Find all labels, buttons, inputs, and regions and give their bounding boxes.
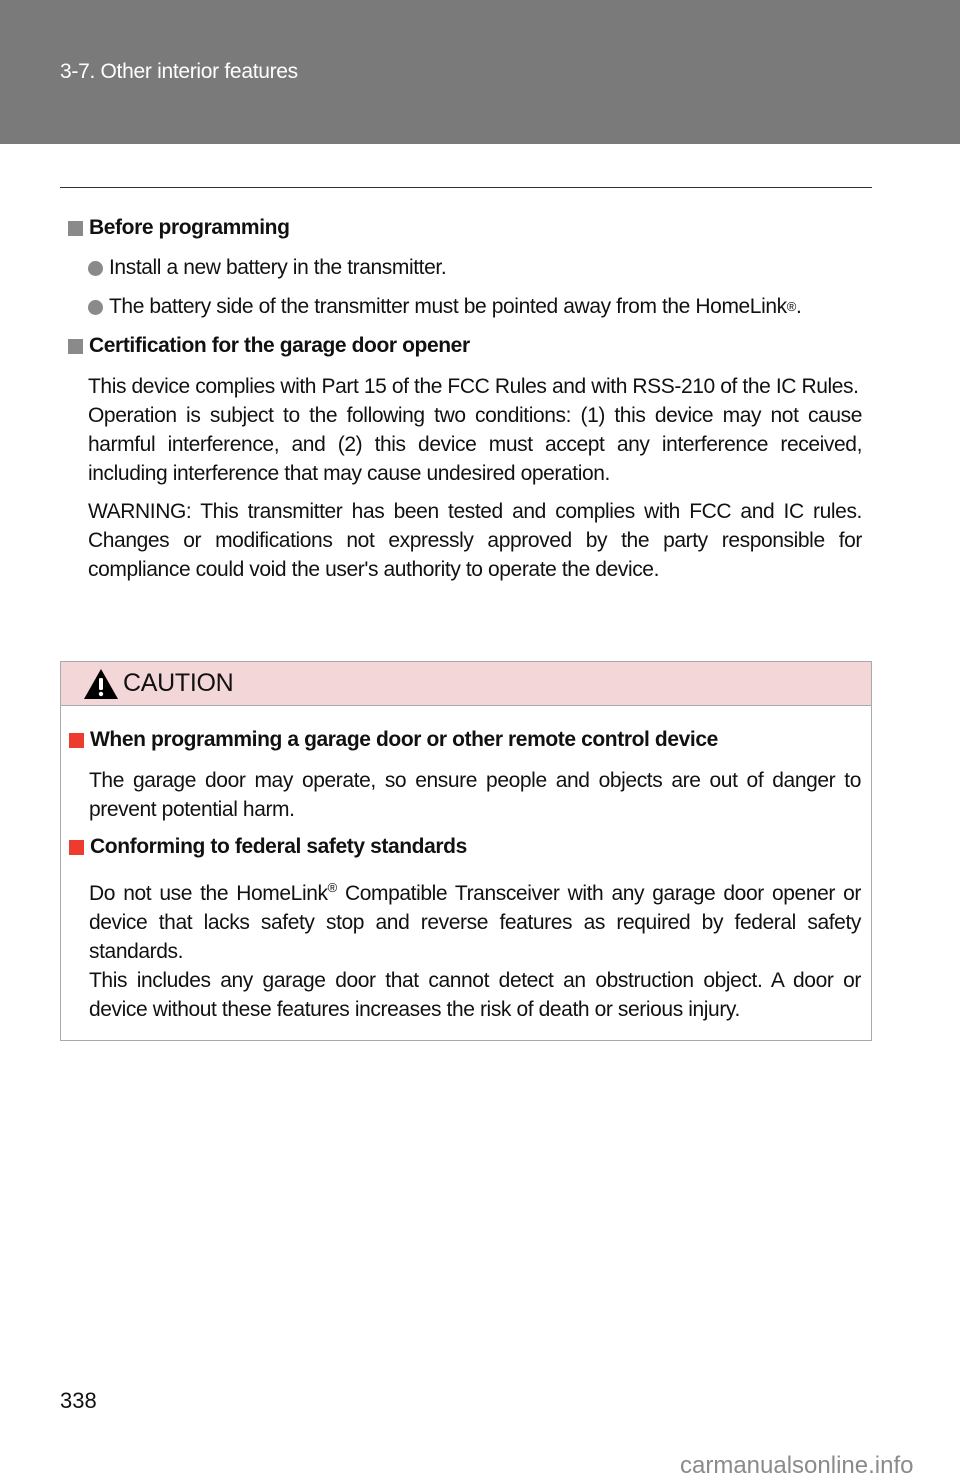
paragraph: This device complies with Part 15 of the FCC Rules and with RSS-210 of the IC Rules. (88, 375, 859, 398)
period: . (795, 295, 802, 318)
circle-bullet-icon (88, 300, 103, 315)
page-number: 338 (60, 1388, 97, 1413)
square-bullet-icon (69, 733, 84, 748)
caution-label: CAUTION (123, 669, 234, 697)
paragraph: This includes any garage door that cannot detect an obstruction object. A door or device without these features increases the risk of death or serious injury. (89, 969, 861, 1021)
divider (60, 187, 872, 188)
circle-bullet-icon (88, 261, 103, 276)
heading-certification (60, 332, 862, 360)
text: Compatible Transceiver with any garage door opener or device that lacks safety stop and reverse features as required by federal safety standards. (89, 882, 861, 963)
heading-before-programming (60, 214, 862, 242)
registered-mark: ® (327, 880, 337, 895)
paragraph: The garage door may operate, so ensure people and objects are out of danger to prevent potential harm. (89, 769, 861, 821)
text: Do not use the HomeLink (89, 882, 328, 905)
paragraph: Operation is subject to the following two conditions: (1) this device may not cause harmful interference, and (2) this device must accept any interference received, including interference that may cause undesired operation. (88, 404, 862, 485)
heading-text: Before programming (89, 216, 290, 239)
list-item-text: Install a new battery in the transmitter. (109, 256, 447, 279)
heading-text: Conforming to federal safety standards (90, 835, 467, 858)
warning-triangle-icon (83, 668, 119, 700)
square-bullet-icon (69, 840, 84, 855)
square-bullet-icon (68, 339, 83, 354)
main-content (60, 214, 862, 593)
heading-text: Certification for the garage door opener (89, 334, 470, 357)
caution-box (60, 661, 872, 1041)
page-header (0, 0, 960, 144)
caution-heading-standards (61, 833, 861, 861)
caution-header (61, 662, 871, 706)
caution-heading-programming (61, 726, 861, 754)
caution-body (61, 706, 871, 1024)
watermark: carmanualsonline.info (680, 1452, 914, 1479)
list-item (88, 293, 862, 321)
registered-mark: ® (786, 299, 796, 314)
list-item (88, 254, 862, 282)
section-title: 3-7. Other interior features (60, 60, 298, 83)
paragraph (89, 873, 861, 966)
heading-text: When programming a garage door or other remote control device (90, 728, 718, 751)
square-bullet-icon (68, 221, 83, 236)
list-item-text: The battery side of the transmitter must be pointed away from the HomeLink (109, 295, 787, 318)
paragraph: WARNING: This transmitter has been tested and complies with FCC and IC rules. Changes or modifications not expressly approved by the party responsible for compliance could void the user's authority to operate the device. (88, 500, 862, 581)
